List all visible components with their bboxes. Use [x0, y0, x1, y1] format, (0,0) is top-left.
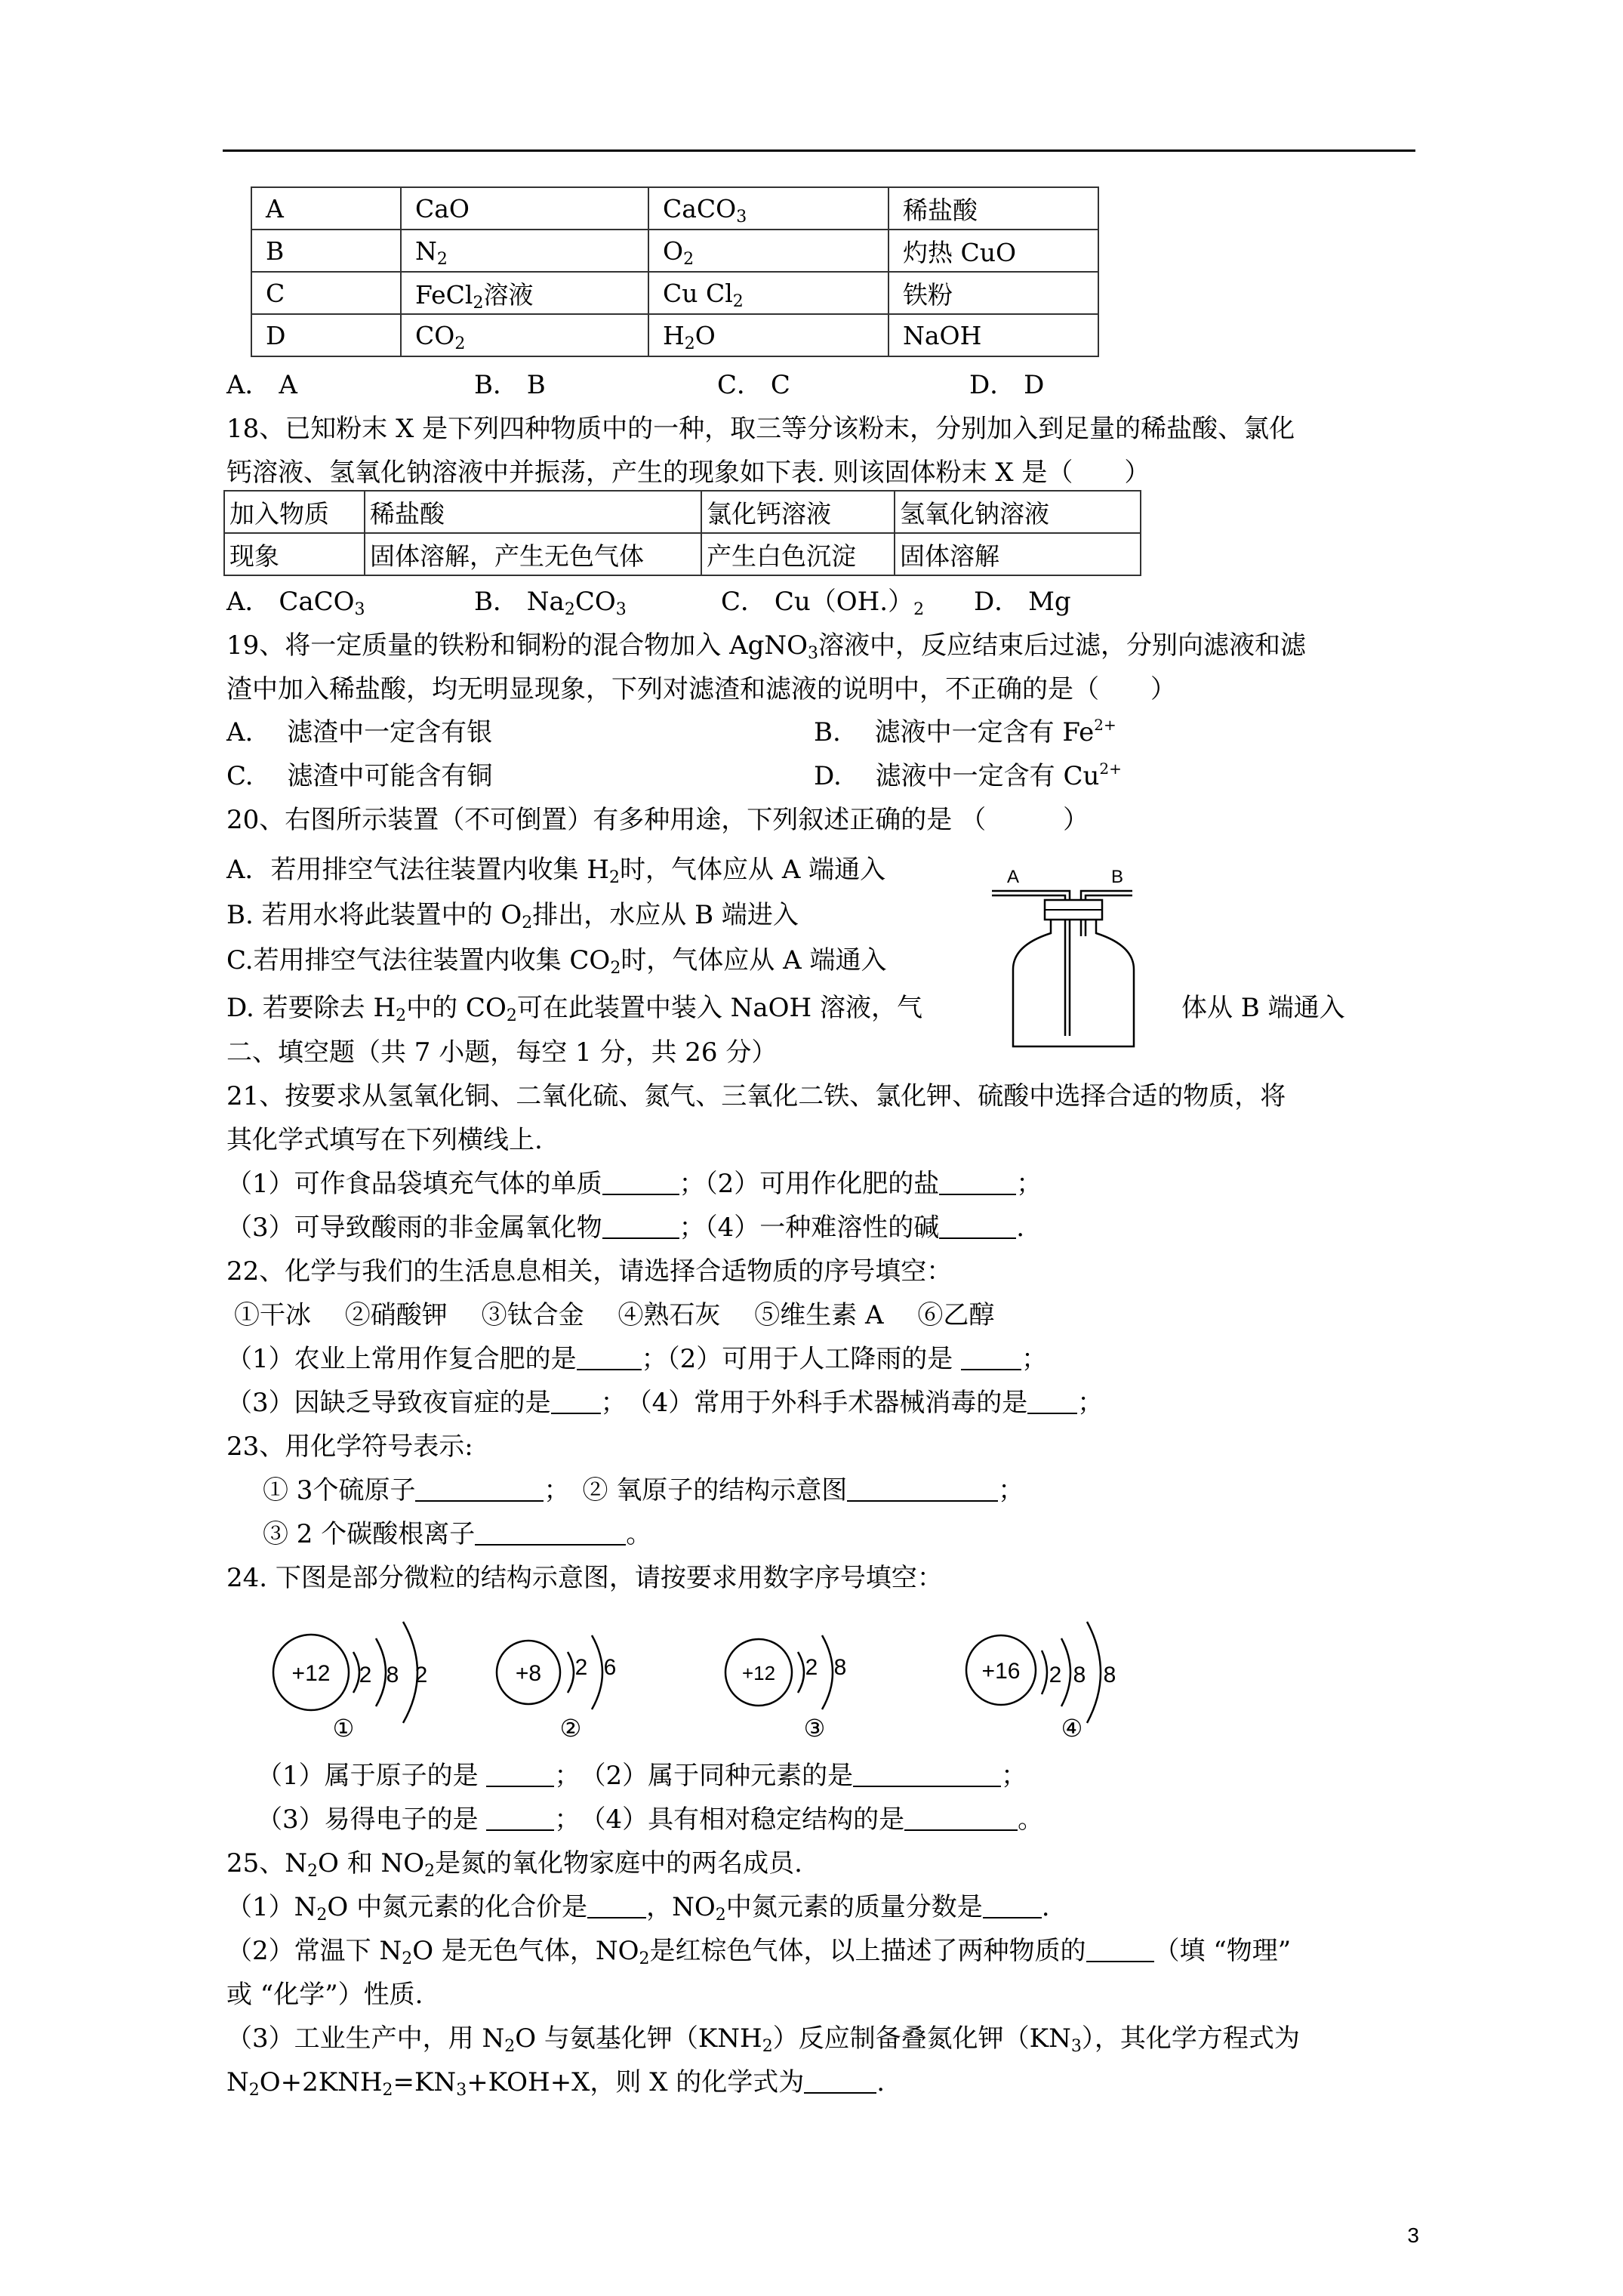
electron-count: 8 — [833, 1655, 847, 1680]
q19-option-a: A. 滤渣中一定含有银 — [226, 717, 493, 747]
table-cell: C — [251, 272, 401, 314]
atom-diagram-1 — [264, 1608, 460, 1759]
subscript: 2 — [316, 1906, 328, 1925]
q23-line2 — [263, 1518, 651, 1551]
subscript: 3 — [456, 2081, 467, 2100]
electron-count: 6 — [603, 1655, 617, 1680]
q21-stem-line2: 其化学式填写在下列横线上. — [226, 1125, 543, 1155]
answer-blank[interactable] — [415, 1475, 544, 1502]
subscript: 2 — [436, 249, 448, 269]
q24-stem: 24. 下图是部分微粒的结构示意图，请按要求用数字序号填空： — [226, 1563, 943, 1593]
question-text: ），其化学方程式为 — [1081, 2023, 1300, 2054]
electron-count: 8 — [386, 1663, 399, 1687]
question-text: O 是无色气体，NO — [412, 1936, 639, 1966]
q19-option-d — [814, 760, 1122, 793]
diagram-label: ② — [559, 1715, 582, 1742]
q25-part1 — [226, 1891, 1050, 1924]
q18-table — [223, 490, 1141, 576]
q22-line2 — [226, 1386, 1103, 1419]
question-text: （2）常温下 N — [226, 1936, 402, 1966]
q18-stem-line1: 18、已知粉末 X 是下列四种物质中的一种，取三等分该粉末，分别加入到足量的稀盐酸、氯化 — [226, 414, 1295, 444]
question-text: ； （4）常用于外科手术器械消毒的是 — [600, 1388, 1028, 1418]
question-text: ； — [1016, 1169, 1042, 1199]
answer-blank[interactable] — [1086, 1935, 1154, 1962]
header-rule — [223, 149, 1415, 152]
q21-line2 — [226, 1211, 1024, 1244]
question-text: O 中氮元素的化合价是 — [327, 1892, 588, 1922]
option-text: 时，气体应从 A 端通入 — [621, 945, 887, 975]
port-b-label: B — [1111, 867, 1124, 887]
table-cell: 固体溶解，产生无色气体 — [365, 533, 701, 575]
answer-blank[interactable] — [551, 1387, 601, 1414]
table-cell — [401, 272, 648, 314]
subscript: 3 — [354, 600, 365, 619]
atom-diagram-4 — [959, 1608, 1155, 1759]
q19-stem-line2: 渣中加入稀盐酸，均无明显现象，下列对滤渣和滤液的说明中，不正确的是（ ） — [226, 674, 1176, 704]
q25-part3-line1 — [226, 2022, 1300, 2055]
question-text: （1）可作食品袋填充气体的单质 — [226, 1169, 602, 1199]
option-text: B. 若用水将此装置中的 O — [226, 900, 522, 930]
question-text: O 与氨基化钾（KNH — [515, 2023, 762, 2054]
question-text: 是红棕色气体，以上描述了两种物质的 — [649, 1936, 1086, 1966]
cell-text: O — [663, 236, 684, 266]
q17-option-c: C． C — [717, 370, 790, 400]
answer-blank[interactable] — [939, 1212, 1016, 1239]
table-cell: 稀盐酸 — [365, 491, 701, 533]
q17-option-d: D． D — [969, 370, 1045, 400]
question-text: 中氮元素的质量分数是 — [725, 1892, 983, 1922]
q18-option-c — [721, 585, 924, 618]
question-text: ③ 2 个碳酸根离子 — [263, 1519, 476, 1549]
cell-text: CaCO — [663, 193, 737, 223]
table-cell: 氢氧化钠溶液 — [895, 491, 1141, 533]
answer-blank[interactable] — [602, 1212, 679, 1239]
table-cell: 稀盐酸 — [888, 187, 1098, 230]
q20-stem: 20、右图所示装置（不可倒置）有多种用途，下列叙述正确的是 （ ） — [226, 805, 1089, 835]
cell-text: CO — [415, 320, 455, 350]
table-cell — [648, 187, 888, 230]
table-cell: D — [251, 314, 401, 356]
superscript: 2+ — [1094, 716, 1116, 734]
q23-stem: 23、用化学符号表示: — [226, 1432, 473, 1462]
option-text: 可在此装置中装入 NaOH 溶液，气 — [516, 993, 922, 1023]
option-text: 中的 CO — [406, 993, 507, 1023]
answer-blank[interactable] — [602, 1168, 679, 1195]
nucleus-charge: +12 — [741, 1662, 776, 1684]
subscript: 2 — [454, 334, 466, 353]
section-title: 二、填空题（共 7 小题，每空 1 分，共 26 分） — [226, 1037, 778, 1068]
subscript: 2 — [382, 2081, 393, 2100]
question-text: 。 — [626, 1519, 652, 1549]
table-cell: 固体溶解 — [895, 533, 1141, 575]
table-cell — [401, 187, 648, 230]
subscript: 2 — [506, 1006, 517, 1025]
subscript: 2 — [248, 2081, 260, 2100]
question-text: ； — [998, 1475, 1024, 1505]
question-text: +KOH+X，则 X 的化学式为 — [467, 2067, 805, 2097]
question-text: ； （4）具有相对稳定结构的是 — [554, 1804, 905, 1835]
question-text: . — [1016, 1213, 1025, 1243]
question-text: ① 3个硫原子 — [263, 1475, 416, 1505]
q20-option-b — [226, 898, 799, 932]
subscript: 2 — [683, 249, 694, 269]
answer-blank[interactable] — [983, 1891, 1042, 1918]
answer-blank[interactable] — [939, 1168, 1016, 1195]
electron-count: 2 — [805, 1655, 818, 1680]
table-cell — [648, 230, 888, 272]
subscript: 2 — [504, 2037, 516, 2056]
q20-option-d-end: 体从 B 端通入 — [1181, 993, 1345, 1023]
q18-option-a — [226, 585, 365, 618]
option-text: A． CaCO — [226, 587, 355, 617]
question-text: ； （2）属于同种元素的是 — [554, 1761, 854, 1791]
option-text: A．若用排空气法往装置内收集 H — [226, 855, 610, 885]
subscript: 2 — [522, 914, 533, 932]
question-text: ； — [1001, 1761, 1027, 1791]
table-cell — [401, 314, 648, 356]
gas-washing-bottle-diagram — [968, 864, 1164, 1060]
subscript: 3 — [1070, 2037, 1082, 2056]
subscript: 2 — [424, 1862, 436, 1881]
stem-text: 19、将一定质量的铁粉和铜粉的混合物加入 AgNO — [226, 630, 808, 661]
question-text: （3）易得电子的是 — [257, 1804, 487, 1835]
q20-option-a — [226, 853, 885, 886]
question-text: （1）农业上常用作复合肥的是 — [226, 1344, 577, 1374]
q21-line1 — [226, 1167, 1042, 1200]
question-text: N — [226, 2067, 249, 2097]
option-text: D. 滤液中一定含有 Cu — [814, 761, 1100, 791]
question-text: 。 — [1018, 1804, 1044, 1835]
atom-diagram-2 — [491, 1608, 657, 1759]
q17-option-b: B． B — [474, 370, 546, 400]
table-cell — [648, 314, 888, 356]
subscript: 2 — [639, 1949, 650, 1968]
question-text: （3）因缺乏导致夜盲症的是 — [226, 1388, 551, 1418]
subscript: 3 — [615, 600, 627, 619]
answer-blank[interactable] — [587, 1891, 646, 1918]
table-cell: NaOH — [888, 314, 1098, 356]
electron-count: 2 — [574, 1655, 588, 1680]
q20-option-d — [226, 991, 922, 1025]
question-text: （3）工业生产中，用 N — [226, 2023, 505, 2054]
page-number: 3 — [1407, 2224, 1419, 2247]
q18-option-d: D． Mg — [974, 587, 1071, 617]
stem-text: O 和 NO — [318, 1848, 425, 1878]
q19-stem-line1 — [226, 629, 1306, 662]
table-cell: 加入物质 — [224, 491, 365, 533]
cell-text: Cu Cl — [663, 278, 733, 308]
answer-blank[interactable] — [486, 1760, 554, 1787]
nucleus-charge: +12 — [291, 1661, 331, 1686]
q22-line1 — [226, 1342, 1047, 1376]
q25-part2-line2: 或 “化学”）性质. — [226, 1980, 423, 2010]
q25-part3-line2 — [226, 2066, 885, 2099]
table-cell — [648, 272, 888, 314]
electron-count: 8 — [1103, 1663, 1116, 1687]
table-cell: A — [251, 187, 401, 230]
table-cell: B — [251, 230, 401, 272]
option-text: C． Cu（OH.） — [721, 587, 914, 617]
answer-blank[interactable] — [904, 1804, 1018, 1831]
answer-blank[interactable] — [1027, 1387, 1077, 1414]
table-cell: 铁粉 — [888, 272, 1098, 314]
option-text: 排出，水应从 B 端进入 — [532, 900, 799, 930]
question-text: . — [1041, 1892, 1050, 1922]
q24-line1 — [257, 1759, 1027, 1792]
cell-text: H — [663, 320, 685, 350]
question-text: O+2KNH — [259, 2067, 383, 2097]
question-text: ）反应制备叠氮化钾（KN — [772, 2023, 1071, 2054]
diagram-label: ④ — [1061, 1715, 1083, 1742]
port-a-label: A — [1007, 867, 1020, 887]
subscript: 2 — [609, 868, 621, 887]
question-text: ；（4）一种难溶性的碱 — [679, 1213, 940, 1243]
subscript: 2 — [396, 1006, 407, 1025]
answer-blank[interactable] — [475, 1518, 626, 1546]
subscript: 2 — [715, 1906, 726, 1925]
subscript: 3 — [736, 207, 747, 227]
q19-option-c: C. 滤渣中可能含有铜 — [226, 761, 493, 791]
question-text: （1）属于原子的是 — [257, 1761, 487, 1791]
q18-option-b — [474, 585, 627, 618]
table-cell: 现象 — [224, 533, 365, 575]
subscript: 2 — [402, 1949, 413, 1968]
table-row — [251, 272, 1098, 314]
question-text: . — [876, 2067, 885, 2097]
electron-count: 8 — [1073, 1663, 1086, 1687]
stem-text: 溶液中，反应结束后过滤，分别向滤液和滤 — [818, 630, 1307, 661]
diagram-label: ① — [332, 1715, 355, 1742]
answer-blank[interactable] — [853, 1760, 1001, 1787]
question-text: ；（2）可用于人工降雨的是 — [641, 1344, 962, 1374]
nucleus-charge: +8 — [515, 1661, 542, 1686]
diagram-label: ③ — [803, 1715, 826, 1742]
q25-part2-line1 — [226, 1934, 1291, 1968]
question-text: ； ② 氧原子的结构示意图 — [544, 1475, 848, 1505]
answer-blank[interactable] — [577, 1343, 642, 1370]
q17-table — [251, 186, 1099, 357]
question-text: ； — [1077, 1388, 1104, 1418]
answer-blank[interactable] — [961, 1343, 1021, 1370]
subscript: 3 — [808, 644, 819, 663]
q17-option-a: A． A — [226, 370, 297, 400]
q21-stem-line1: 21、按要求从氢氧化铜、二氧化硫、氮气、三氧化二铁、氯化钾、硫酸中选择合适的物质，将 — [226, 1081, 1286, 1111]
stem-text: 25、N — [226, 1848, 308, 1878]
answer-blank[interactable] — [847, 1475, 998, 1502]
table-row — [251, 230, 1098, 272]
table-row — [251, 314, 1098, 356]
option-text: C.若用排空气法往装置内收集 CO — [226, 945, 611, 975]
question-text: ；（2）可用作化肥的盐 — [679, 1169, 940, 1199]
table-row — [224, 533, 1141, 575]
question-text: ； — [1021, 1344, 1048, 1374]
subscript: 2 — [732, 291, 744, 311]
subscript: 2 — [684, 334, 695, 353]
question-text: =KN — [393, 2067, 457, 2097]
option-text: 时，气体应从 A 端通入 — [620, 855, 886, 885]
atom-diagram-3 — [721, 1608, 887, 1759]
table-cell — [401, 230, 648, 272]
cell-text: O — [694, 320, 716, 350]
stem-text: 是氮的氧化物家庭中的两名成员. — [435, 1848, 802, 1878]
option-text: CO — [574, 587, 616, 617]
cell-text: N — [415, 236, 437, 266]
table-row — [251, 187, 1098, 230]
cell-text: 溶液 — [483, 279, 534, 310]
q22-choices: ①干冰 ②硝酸钾 ③钛合金 ④熟石灰 ⑤维生素 A ⑥乙醇 — [234, 1300, 995, 1330]
question-text: （填 “物理” — [1153, 1936, 1292, 1966]
option-text: B. 滤液中一定含有 Fe — [814, 717, 1095, 747]
electron-count: 2 — [1049, 1663, 1062, 1687]
subscript: 2 — [610, 959, 621, 978]
table-cell: 氯化钙溶液 — [701, 491, 895, 533]
q20-option-c — [226, 944, 886, 977]
superscript: 2+ — [1099, 760, 1122, 778]
q25-stem — [226, 1847, 802, 1880]
subscript: 2 — [307, 1862, 319, 1881]
question-text: ，NO — [646, 1892, 716, 1922]
subscript: 2 — [564, 600, 575, 619]
q19-option-b — [814, 716, 1116, 749]
electron-count: 2 — [414, 1663, 428, 1687]
subscript: 2 — [913, 600, 925, 619]
cell-text: CaO — [415, 193, 470, 223]
subscript: 2 — [473, 293, 484, 313]
electron-count: 2 — [359, 1663, 372, 1687]
cell-text: FeCl — [415, 279, 473, 310]
nucleus-charge: +16 — [981, 1659, 1021, 1684]
answer-blank[interactable] — [804, 2066, 876, 2094]
q18-stem-line2: 钙溶液、氢氧化钠溶液中并振荡，产生的现象如下表. 则该固体粉末 X 是（ ） — [226, 458, 1150, 488]
question-text: （3）可导致酸雨的非金属氧化物 — [226, 1213, 602, 1243]
q23-line1 — [263, 1474, 1024, 1507]
q22-stem: 22、化学与我们的生活息息相关，请选择合适物质的序号填空： — [226, 1256, 953, 1287]
question-text: （1）N — [226, 1892, 317, 1922]
table-row — [224, 491, 1141, 533]
option-text: D. 若要除去 H — [226, 993, 396, 1023]
answer-blank[interactable] — [486, 1804, 554, 1831]
table-cell: 灼热 CuO — [888, 230, 1098, 272]
subscript: 2 — [762, 2037, 773, 2056]
option-text: B． Na — [474, 587, 565, 617]
q24-line2 — [257, 1803, 1043, 1836]
table-cell: 产生白色沉淀 — [701, 533, 895, 575]
